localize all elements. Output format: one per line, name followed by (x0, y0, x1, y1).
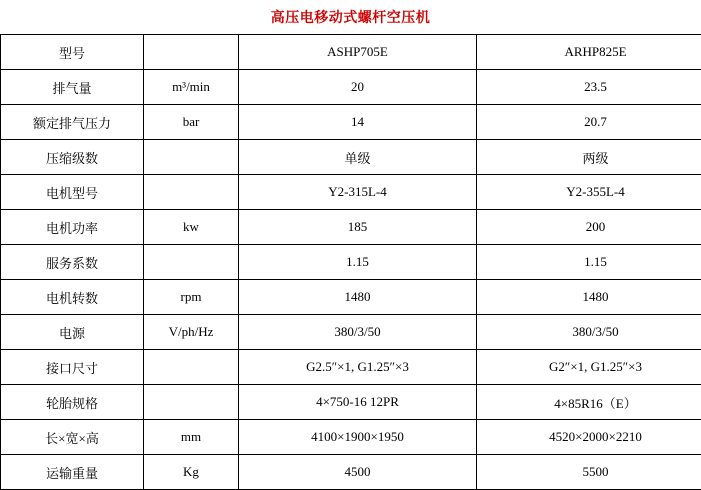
row-value-model-2: G2″×1, G1.25″×3 (477, 350, 701, 385)
row-label: 轮胎规格 (1, 385, 144, 420)
row-value-model-2: Y2-355L-4 (477, 175, 701, 210)
table-row (1, 175, 701, 210)
row-label: 电源 (1, 315, 144, 350)
row-label: 额定排气压力 (1, 105, 144, 140)
table-row (1, 455, 701, 490)
row-value-model-2: 两级 (477, 140, 701, 175)
row-label: 型号 (1, 35, 144, 70)
row-label: 电机转数 (1, 280, 144, 315)
row-value-model-1: G2.5″×1, G1.25″×3 (239, 350, 477, 385)
row-label: 运输重量 (1, 455, 144, 490)
row-value-model-1: 20 (239, 70, 477, 105)
row-label: 接口尺寸 (1, 350, 144, 385)
row-value-model-2: 200 (477, 210, 701, 245)
row-unit (144, 175, 239, 210)
row-unit: rpm (144, 280, 239, 315)
row-label: 排气量 (1, 70, 144, 105)
row-unit (144, 385, 239, 420)
page-title: 高压电移动式螺杆空压机 (0, 0, 701, 34)
table-row (1, 70, 701, 105)
row-unit (144, 140, 239, 175)
table-row (1, 280, 701, 315)
row-unit: kw (144, 210, 239, 245)
row-value-model-1: 380/3/50 (239, 315, 477, 350)
row-value-model-1: 14 (239, 105, 477, 140)
row-value-model-2: 1480 (477, 280, 701, 315)
row-label: 长×宽×高 (1, 420, 144, 455)
table-row (1, 35, 701, 70)
row-value-model-2: 20.7 (477, 105, 701, 140)
row-value-model-2: 380/3/50 (477, 315, 701, 350)
row-unit (144, 245, 239, 280)
row-value-model-2: 23.5 (477, 70, 701, 105)
row-unit: bar (144, 105, 239, 140)
row-value-model-2: 4520×2000×2210 (477, 420, 701, 455)
row-value-model-2: 4×85R16（E） (477, 385, 701, 420)
model-2-header: ARHP825E (477, 35, 701, 70)
row-unit: V/ph/Hz (144, 315, 239, 350)
row-unit (144, 35, 239, 70)
table-row (1, 385, 701, 420)
row-label: 电机型号 (1, 175, 144, 210)
model-1-header: ASHP705E (239, 35, 477, 70)
row-label: 电机功率 (1, 210, 144, 245)
row-value-model-1: 185 (239, 210, 477, 245)
row-value-model-2: 1.15 (477, 245, 701, 280)
row-value-model-1: 4×750-16 12PR (239, 385, 477, 420)
row-value-model-1: 4500 (239, 455, 477, 490)
table-row (1, 245, 701, 280)
table-row (1, 210, 701, 245)
specification-table (0, 34, 701, 490)
table-row (1, 350, 701, 385)
row-label: 服务系数 (1, 245, 144, 280)
row-unit: mm (144, 420, 239, 455)
row-value-model-2: 5500 (477, 455, 701, 490)
row-unit (144, 350, 239, 385)
table-row (1, 420, 701, 455)
table-row (1, 105, 701, 140)
table-row (1, 140, 701, 175)
row-unit: m³/min (144, 70, 239, 105)
row-label: 压缩级数 (1, 140, 144, 175)
row-value-model-1: Y2-315L-4 (239, 175, 477, 210)
row-value-model-1: 1480 (239, 280, 477, 315)
row-unit: Kg (144, 455, 239, 490)
table-row (1, 315, 701, 350)
row-value-model-1: 1.15 (239, 245, 477, 280)
row-value-model-1: 单级 (239, 140, 477, 175)
row-value-model-1: 4100×1900×1950 (239, 420, 477, 455)
